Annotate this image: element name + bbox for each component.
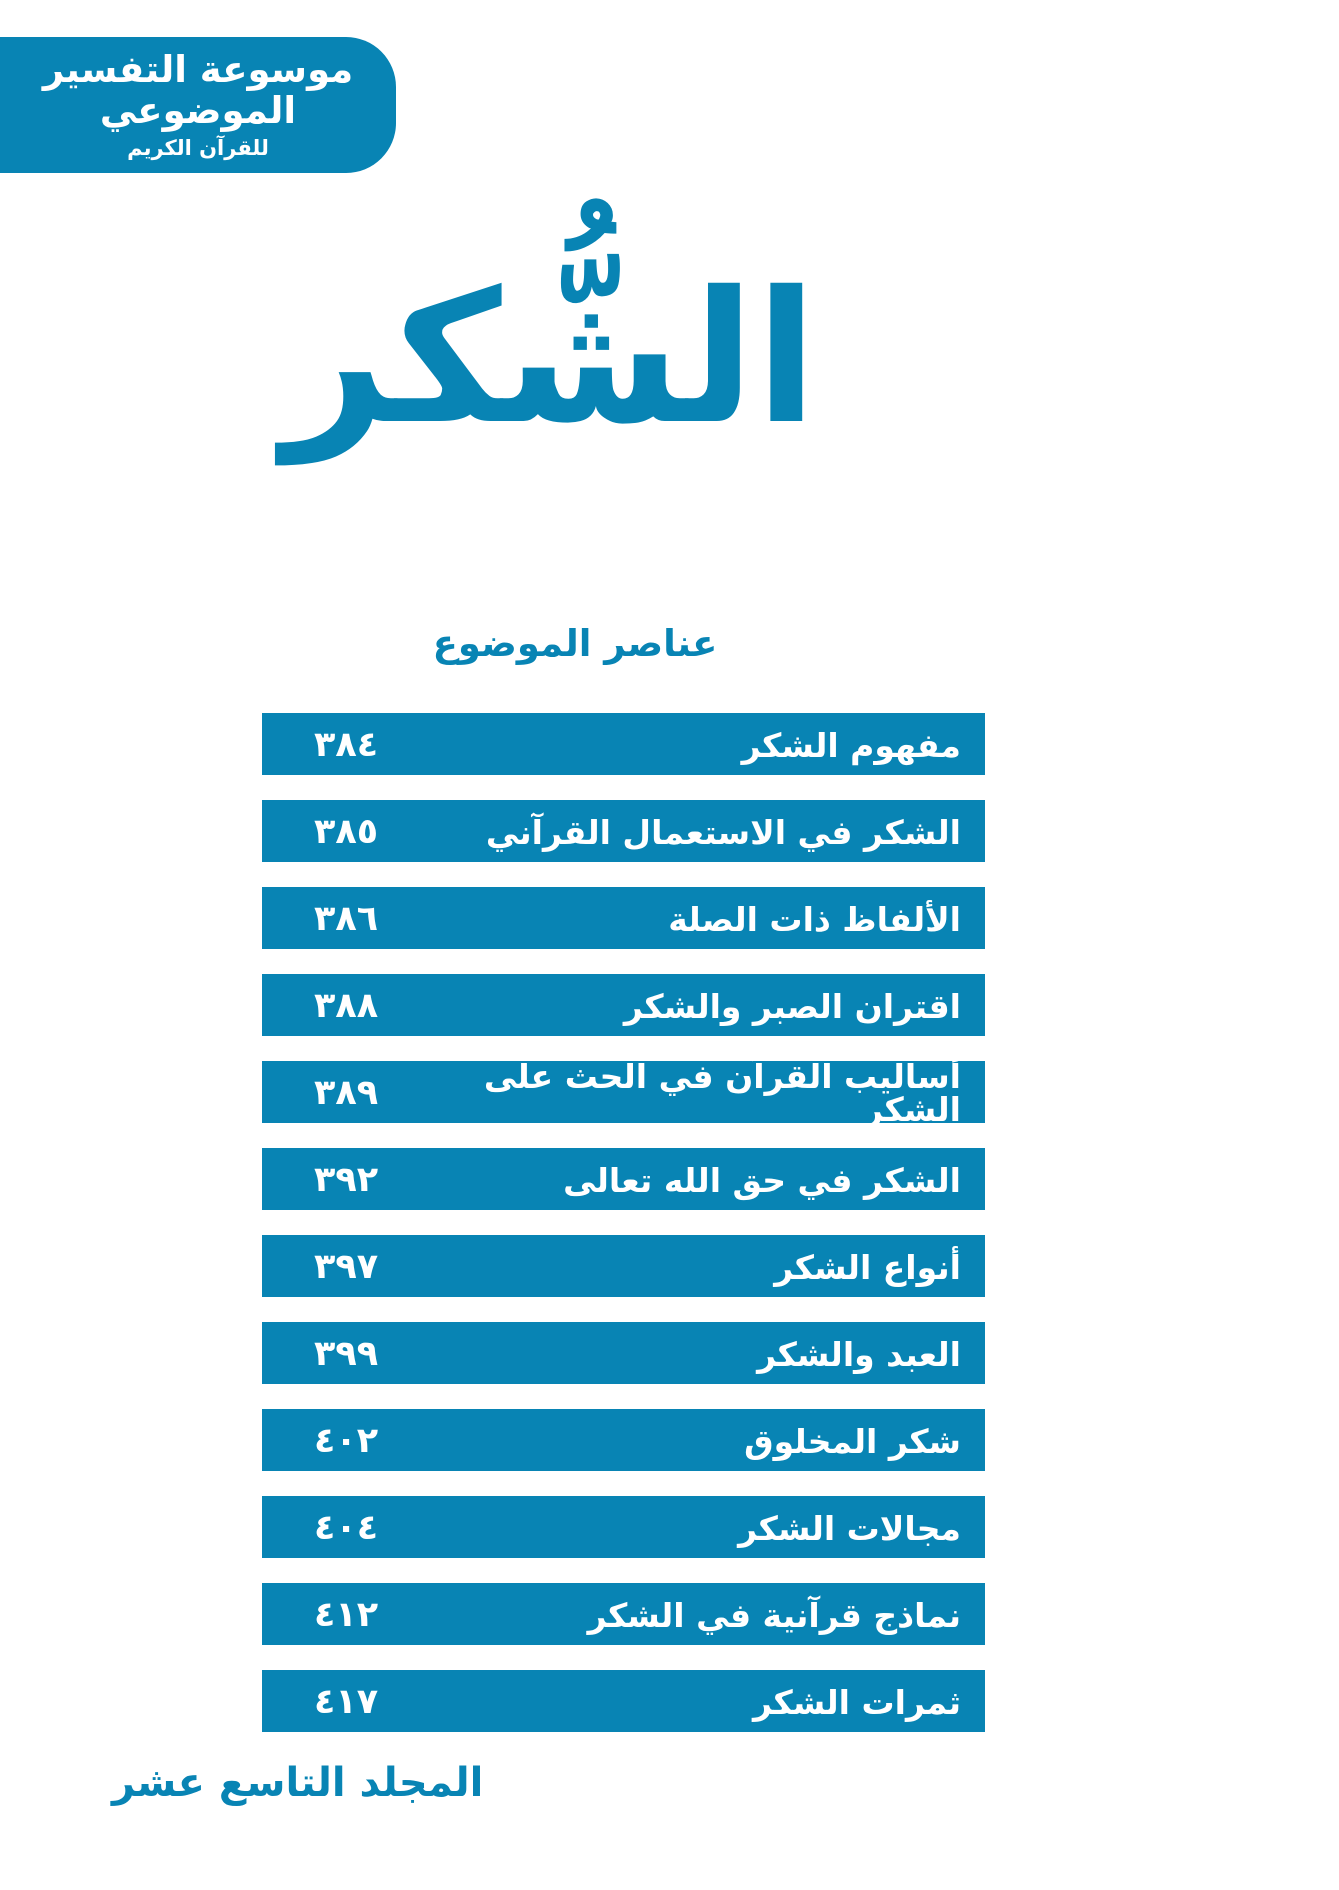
- toc-item-label: ثمرات الشكر: [752, 1682, 961, 1722]
- chapter-title-calligraphy: الشُّكر: [282, 252, 818, 464]
- toc-heading: عناصر الموضوع: [432, 622, 718, 665]
- encyclopedia-title: موسوعة التفسير الموضوعي: [42, 47, 354, 132]
- toc-item-page: ٣٨٩: [314, 1072, 379, 1113]
- toc-item-label: مفهوم الشكر: [741, 725, 961, 765]
- encyclopedia-subtitle: للقرآن الكريم: [127, 136, 269, 161]
- toc-item-page: ٤١٢: [314, 1594, 379, 1635]
- toc-row: [262, 1496, 985, 1558]
- toc-item-label: الشكر في الاستعمال القرآني: [485, 812, 961, 852]
- toc-item-page: ٤١٧: [314, 1681, 379, 1722]
- toc-row: [262, 1235, 985, 1297]
- toc-item-page: ٣٨٦: [314, 898, 379, 939]
- toc-row: [262, 713, 985, 775]
- toc-item-label: نماذج قرآنية في الشكر: [587, 1595, 961, 1635]
- toc-item-page: ٤٠٢: [314, 1420, 379, 1461]
- toc-item-label: الشكر في حق الله تعالى: [563, 1160, 961, 1200]
- toc-row: [262, 1583, 985, 1645]
- toc-row: [262, 800, 985, 862]
- toc-row: [262, 887, 985, 949]
- toc-item-label: أنواع الشكر: [774, 1247, 961, 1287]
- toc-row: [262, 1409, 985, 1471]
- toc-item-label: شكر المخلوق: [744, 1421, 961, 1461]
- toc-item-label: أساليب القرآن في الحث على الشكر: [483, 1057, 961, 1129]
- toc-row: [262, 1057, 985, 1129]
- toc-item-page: ٣٨٥: [314, 811, 379, 852]
- toc-row: [262, 1670, 985, 1732]
- toc-item-page: ٣٩٢: [314, 1159, 379, 1200]
- publisher-banner: [0, 37, 396, 173]
- volume-label: المجلد التاسع عشر: [112, 1760, 484, 1806]
- toc-row: [262, 1148, 985, 1210]
- toc-item-page: ٣٨٤: [314, 724, 379, 765]
- toc-item-page: ٣٩٩: [314, 1333, 379, 1374]
- toc-item-page: ٣٩٧: [314, 1246, 379, 1287]
- toc-row: [262, 1322, 985, 1384]
- toc-list: [262, 713, 985, 1757]
- toc-item-page: ٤٠٤: [314, 1507, 379, 1548]
- toc-row: [262, 974, 985, 1036]
- toc-item-label: اقتران الصبر والشكر: [623, 986, 961, 1026]
- toc-item-label: الألفاظ ذات الصلة: [668, 899, 961, 939]
- toc-item-label: مجالات الشكر: [738, 1508, 961, 1548]
- toc-item-page: ٣٨٨: [314, 985, 379, 1026]
- toc-item-label: العبد والشكر: [757, 1334, 961, 1374]
